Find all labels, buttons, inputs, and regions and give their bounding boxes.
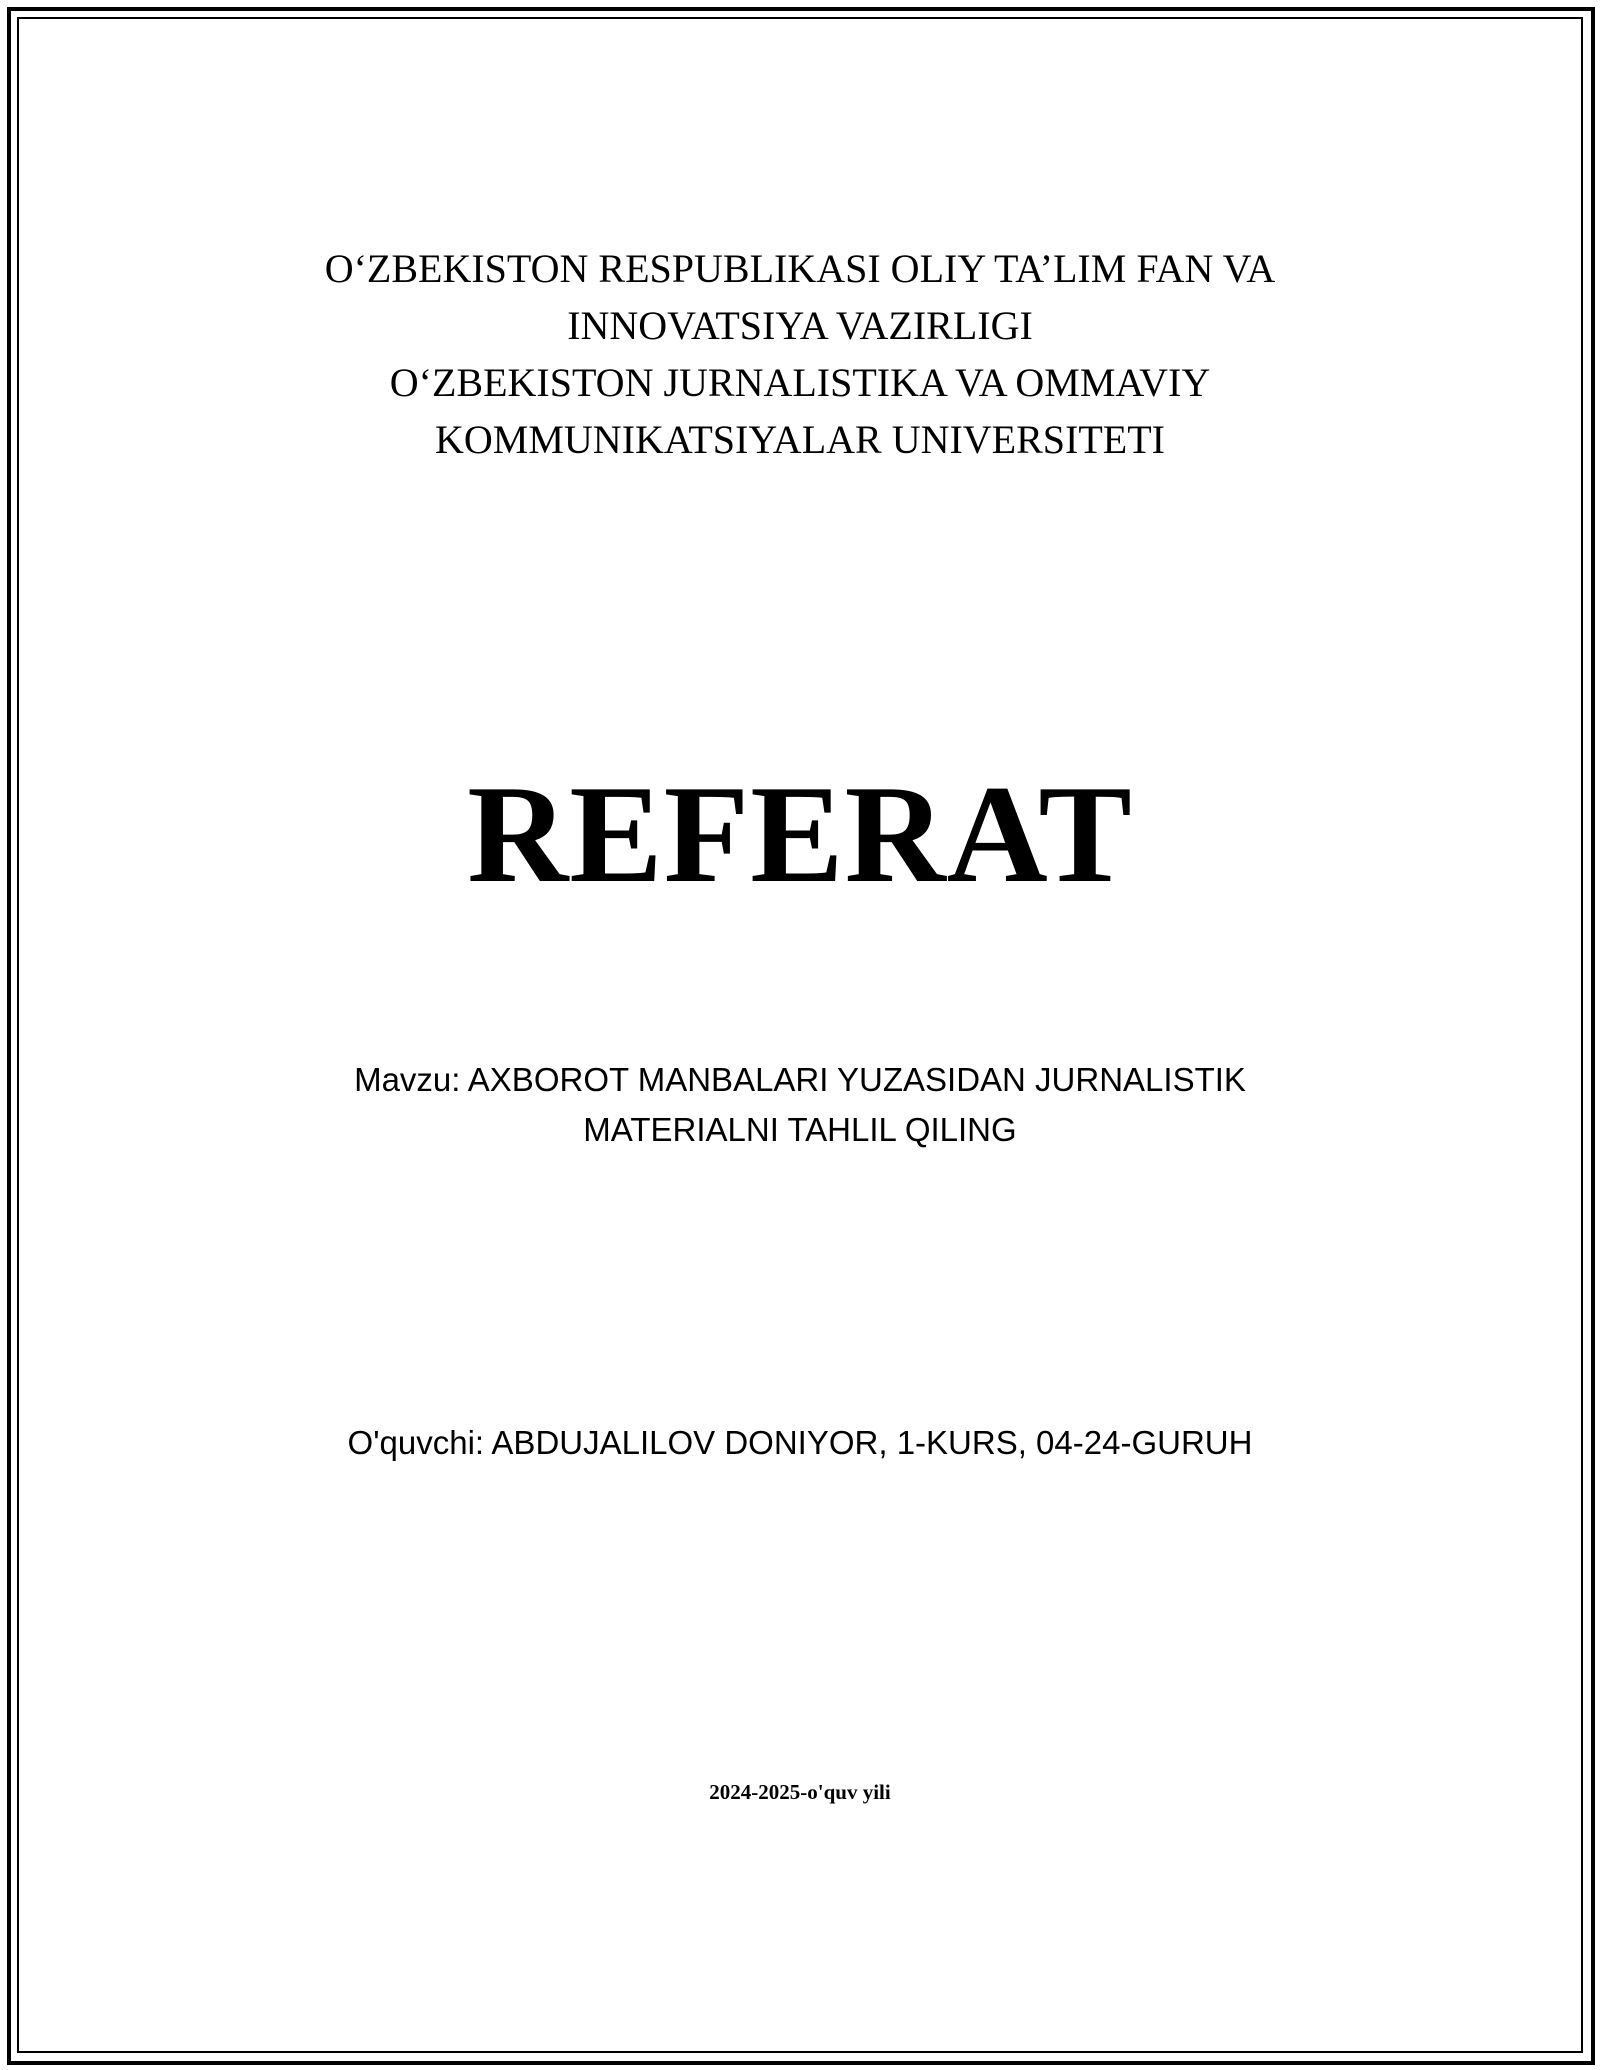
document-title: REFERAT	[467, 757, 1133, 912]
topic-block	[0, 1055, 1600, 1155]
topic-line-1: Mavzu: AXBOROT MANBALARI YUZASIDAN JURNALISTIK	[354, 1061, 1246, 1098]
institution-line-2: INNOVATSIYA VAZIRLIGI	[567, 303, 1033, 348]
institution-line-3: O‘ZBEKISTON JURNALISTIKA VA OMMAVIY	[389, 360, 1211, 405]
topic-line-2: MATERIALNI TAHLIL QILING	[583, 1111, 1017, 1148]
institution-header	[0, 240, 1600, 468]
academic-year: 2024-2025-o'quv yili	[709, 1780, 891, 1804]
student-info: O'quvchi: ABDUJALILOV DONIYOR, 1-KURS, 04-24-GURUH	[347, 1424, 1253, 1461]
institution-line-1: O‘ZBEKISTON RESPUBLIKASI OLIY TA’LIM FAN VA	[324, 246, 1276, 291]
institution-line-4: KOMMUNIKATSIYALAR UNIVERSITETI	[435, 417, 1165, 462]
